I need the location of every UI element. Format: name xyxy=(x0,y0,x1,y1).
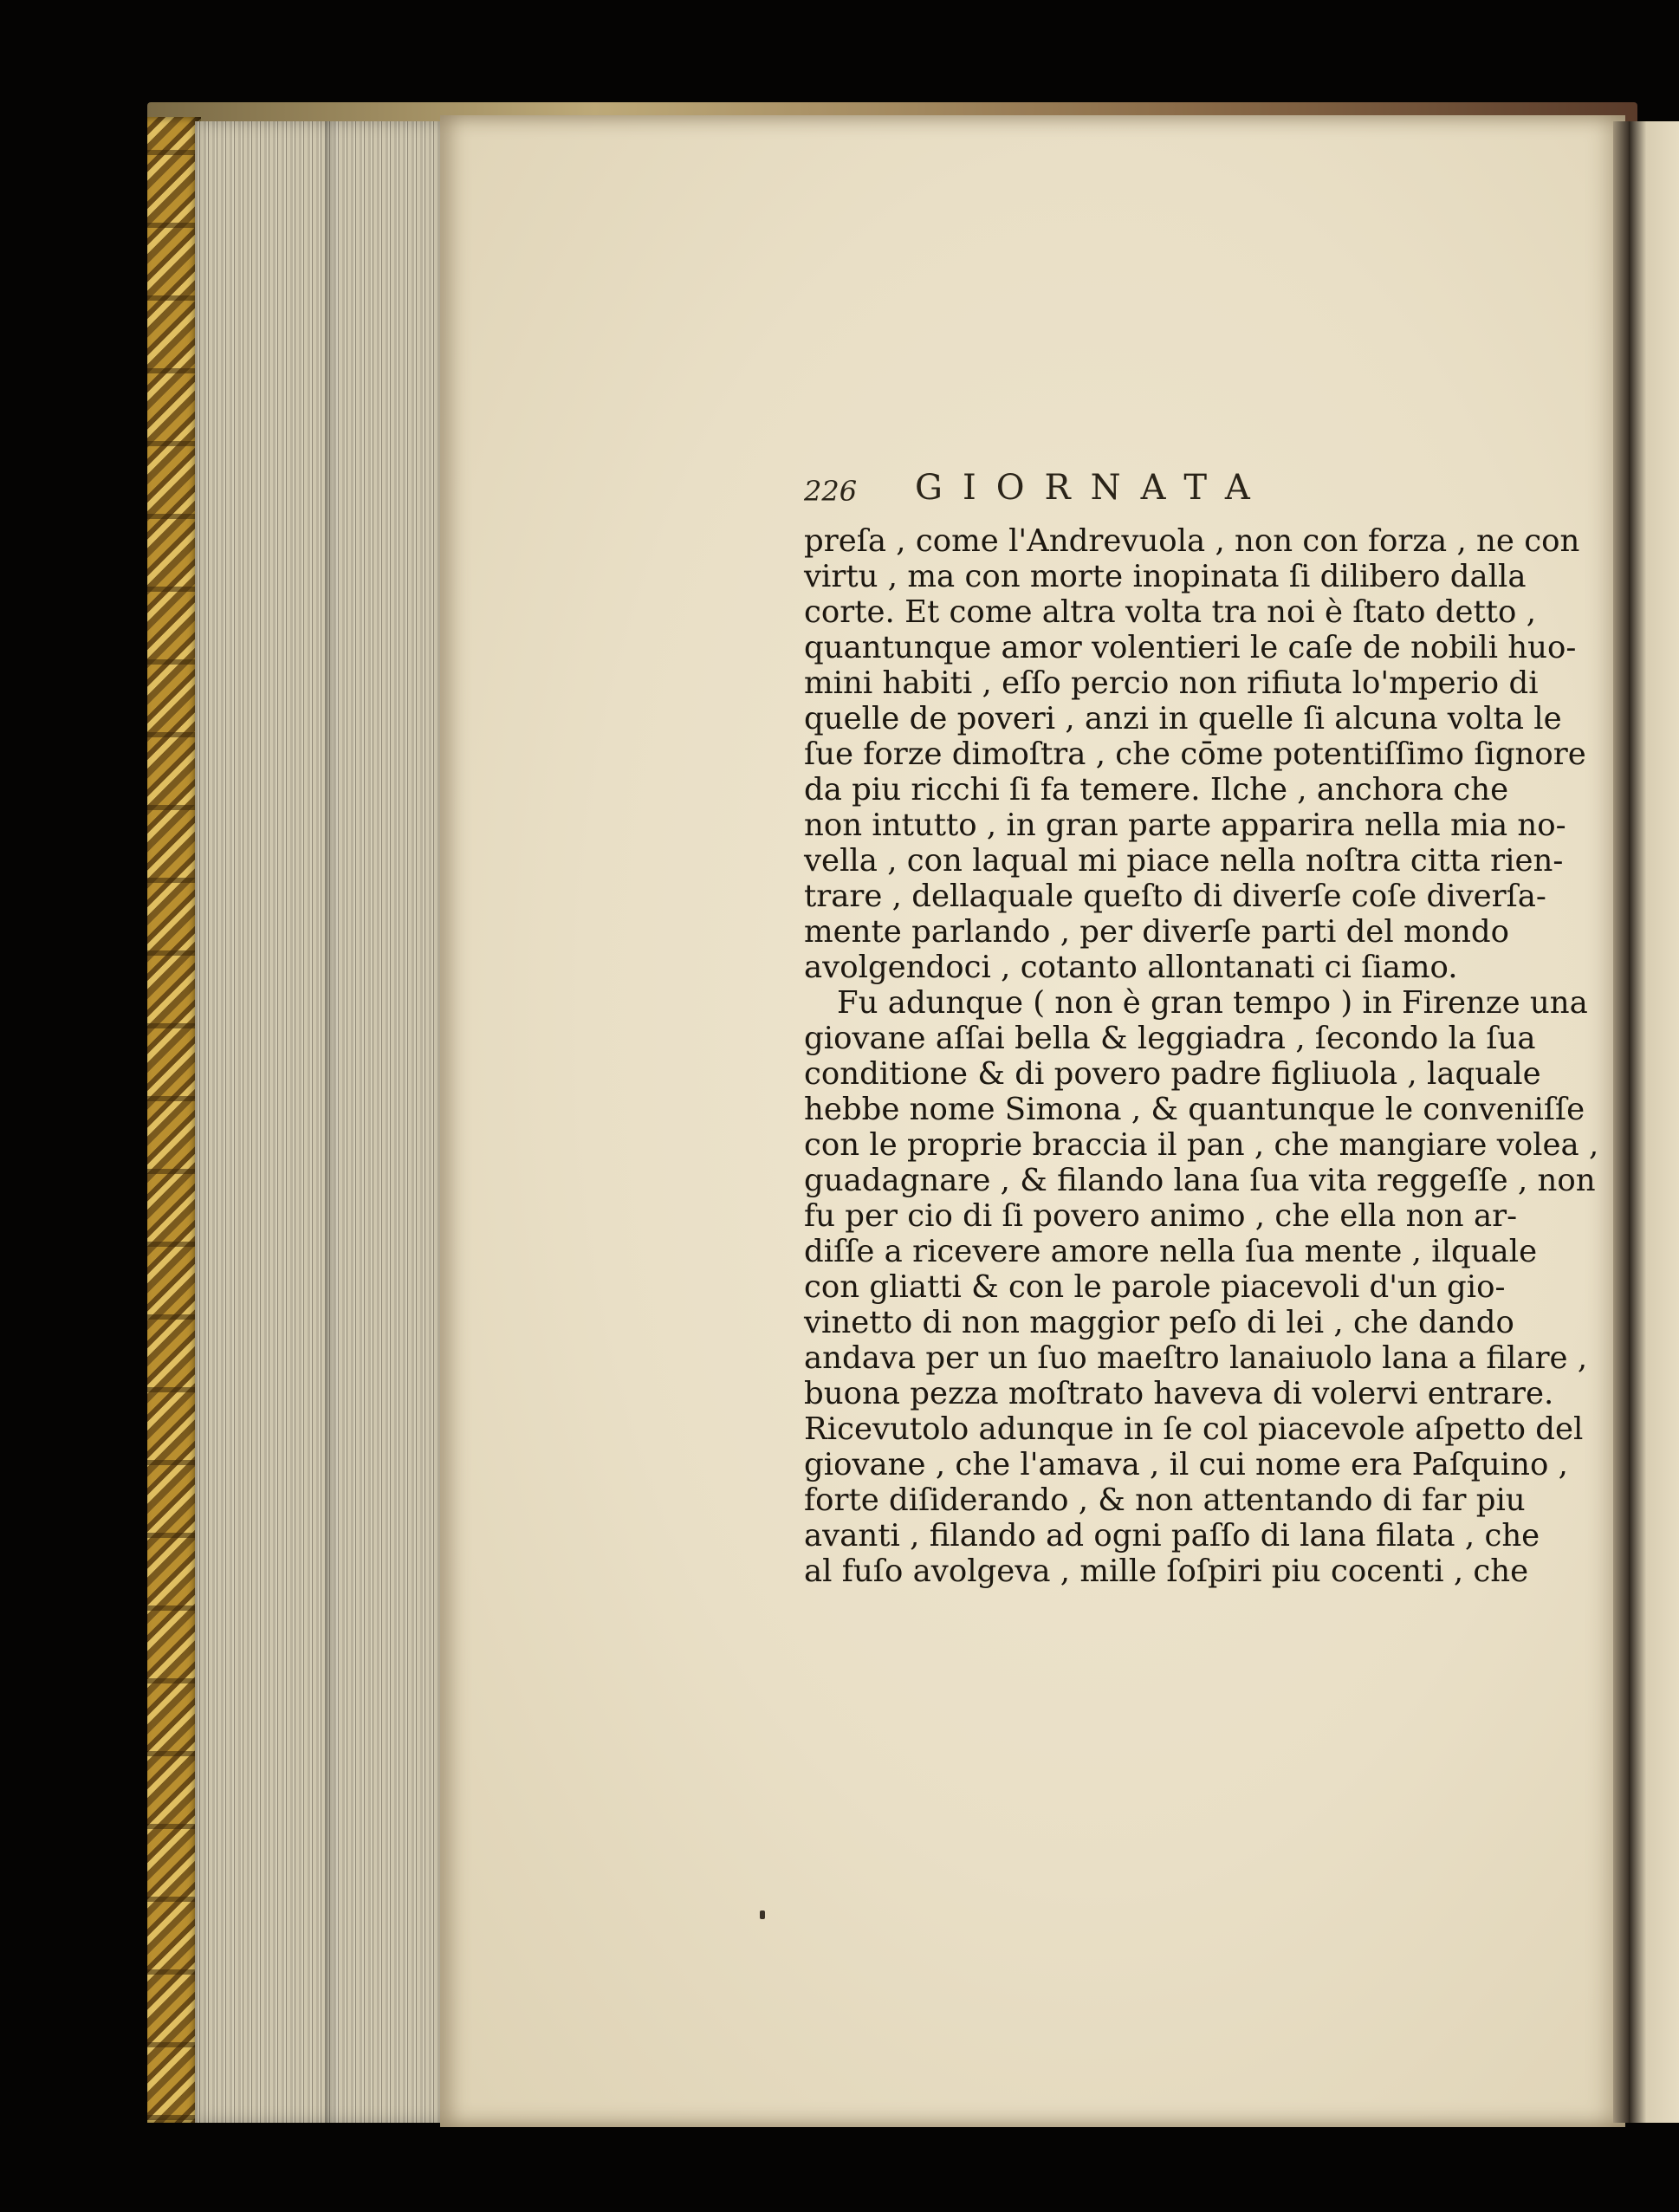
text-line: giovane aſſai bella & leggiadra , ſecondo la ſua xyxy=(804,1021,1536,1056)
text-line: Ricevutolo adunque in ſe col piacevole aſpetto del xyxy=(804,1411,1584,1447)
text-line: giovane , che l'amava , il cui nome era Paſquino , xyxy=(804,1447,1568,1482)
page-stack xyxy=(195,121,446,2123)
text-line: vella , con laqual mi piace nella noſtra citta rien- xyxy=(804,843,1564,879)
page-number: 226 xyxy=(804,475,858,508)
text-line: preſa , come l'Andrevuola , non con forza , ne con xyxy=(804,523,1580,559)
text-line: non intutto , in gran parte apparira nella mia no- xyxy=(804,808,1566,843)
text-line: vinetto di non maggior peſo di lei , che dando xyxy=(804,1305,1514,1340)
text-line: andava per un ſuo maeſtro lanaiuolo lana a filare , xyxy=(804,1340,1588,1376)
text-line: buona pezza moſtrato haveva di volervi entrare. xyxy=(804,1376,1554,1411)
running-title: GIORNATA xyxy=(915,468,1270,508)
gilt-book-spine-edge xyxy=(147,117,201,2123)
paragraph-end-line: avolgendoci , cotanto allontanati ci ſiamo. xyxy=(804,950,1458,985)
text-line: forte diſiderando , & non attentando di far piu xyxy=(804,1482,1526,1518)
ink-speck xyxy=(760,1910,765,1919)
text-line: al fuſo avolgeva , mille ſoſpiri piu cocenti , che xyxy=(804,1554,1529,1589)
text-line: quantunque amor volentieri le caſe de nobili huo- xyxy=(804,630,1577,665)
running-head xyxy=(804,468,1462,523)
text-line: fu per cio di ſi povero animo , che ella non ar- xyxy=(804,1198,1518,1234)
text-line: trare , dellaquale queſto di diverſe coſe diverſa- xyxy=(804,879,1546,914)
text-line: con le proprie braccia il pan , che mangiare volea , xyxy=(804,1127,1599,1163)
text-line: virtu , ma con morte inopinata ſi dilibero dalla xyxy=(804,559,1527,594)
text-line: guadagnare , & filando lana ſua vita reggeſſe , non xyxy=(804,1163,1596,1198)
text-line: mini habiti , eſſo percio non rifiuta lo'mperio di xyxy=(804,665,1539,701)
text-line: diſſe a ricevere amore nella ſua mente , ilquale xyxy=(804,1234,1538,1269)
text-line: corte. Et come altra volta tra noi è ſtato detto , xyxy=(804,594,1536,630)
text-line: mente parlando , per diverſe parti del mondo xyxy=(804,914,1509,950)
text-block xyxy=(804,468,1599,1589)
paragraph-start-line: Fu adunque ( non è gran tempo ) in Firenze una xyxy=(837,985,1588,1021)
text-line: quelle de poveri , anzi in quelle ſi alcuna volta le xyxy=(804,701,1562,736)
text-line: con gliatti & con le parole piacevoli d'un gio- xyxy=(804,1269,1506,1305)
page-gutter xyxy=(1613,121,1629,2123)
text-line: da piu ricchi ſi fa temere. Ilche , anchora che xyxy=(804,772,1509,808)
text-line: conditione & di povero padre figliuola , laquale xyxy=(804,1056,1541,1092)
text-line: ſue forze dimoſtra , che cōme potentiſſimo ſignore xyxy=(804,736,1586,772)
facing-page-edge xyxy=(1629,121,1679,2123)
text-line: avanti , filando ad ogni paſſo di lana filata , che xyxy=(804,1518,1540,1554)
text-line: hebbe nome Simona , & quantunque le conveniſſe xyxy=(804,1092,1585,1127)
